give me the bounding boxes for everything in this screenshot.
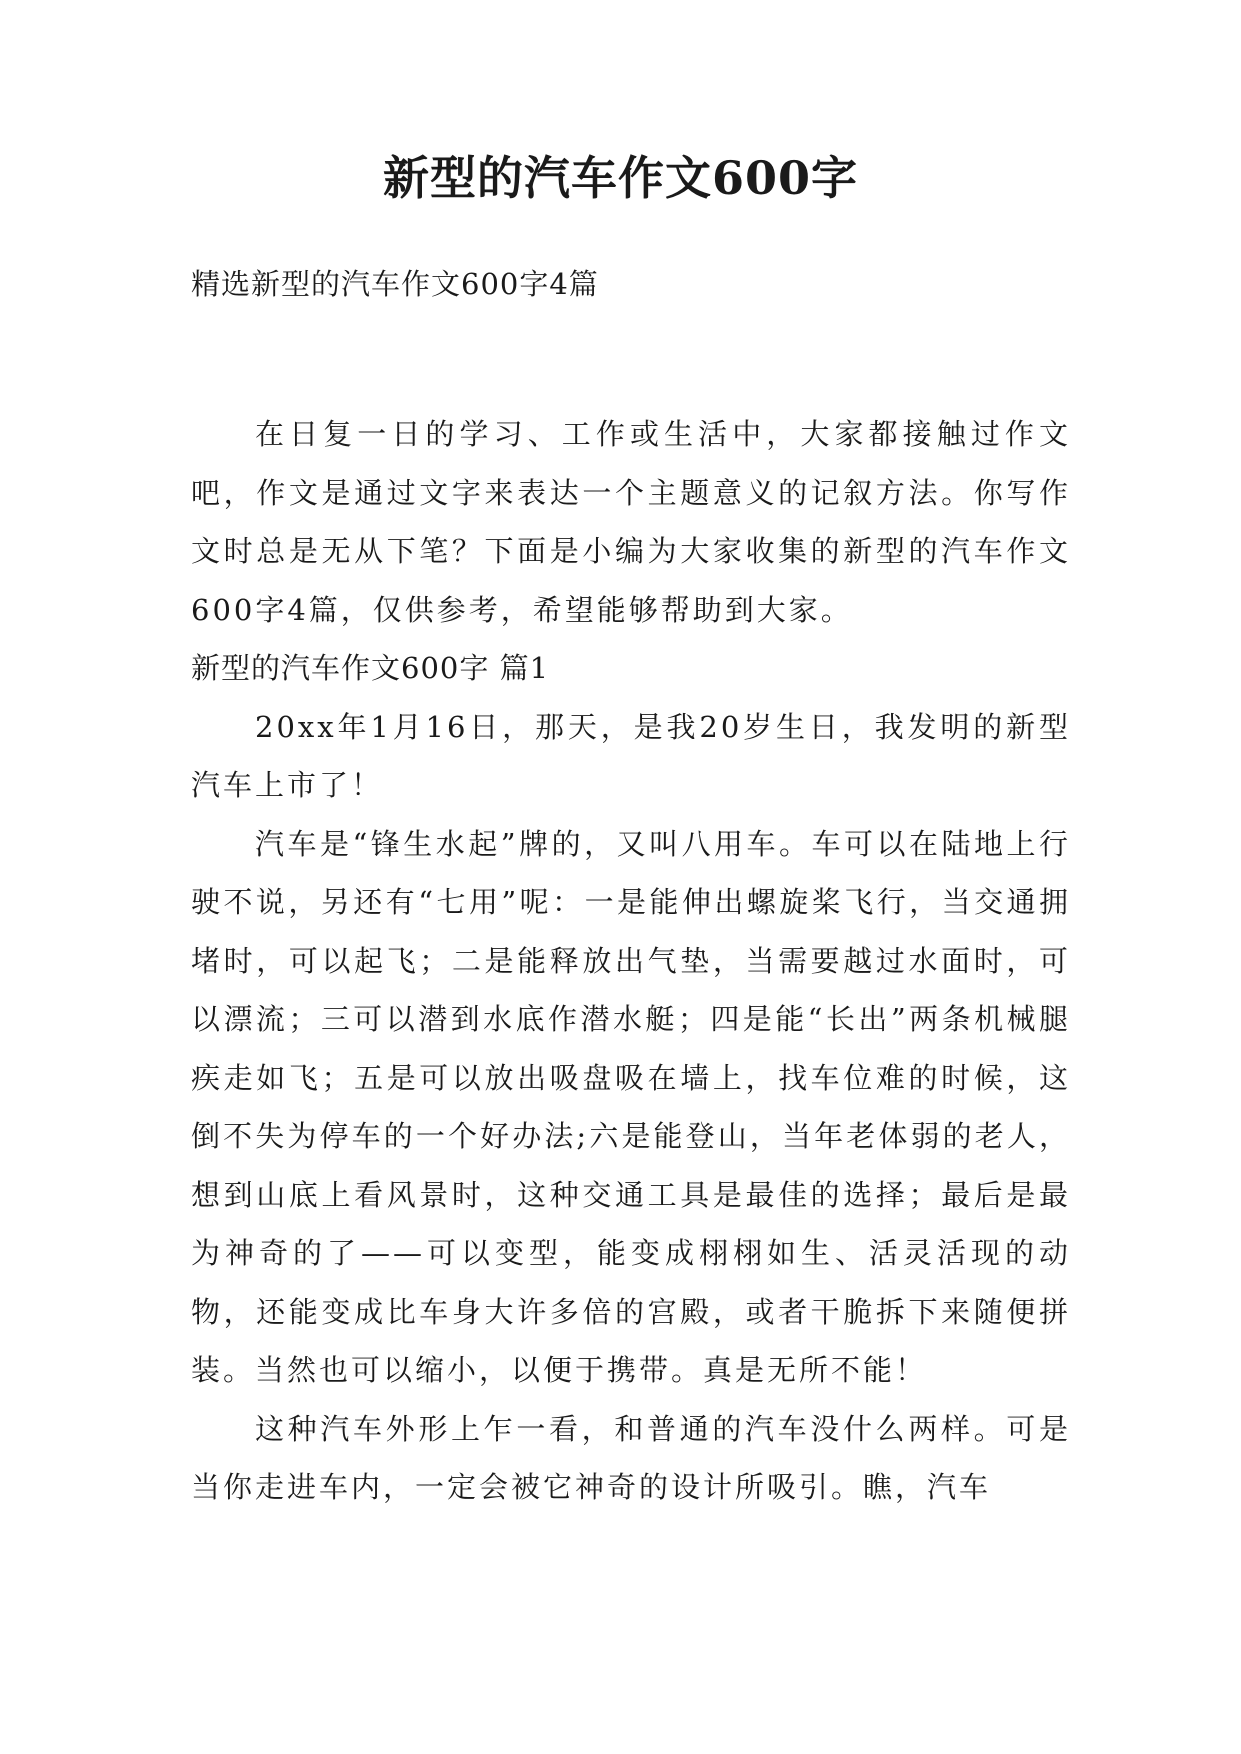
section-heading: 新型的汽车作文600字 篇1 — [191, 651, 550, 685]
body-paragraph: 这种汽车外形上乍一看，和普通的汽车没什么两样。可是当你走进车内，一定会被它神奇的设计所吸引。瞧，汽车 — [191, 1411, 1071, 1504]
intro-paragraph: 在日复一日的学习、工作或生活中，大家都接触过作文吧，作文是通过文字来表达一个主题意义的记叙方法。你写作文时总是无从下笔？下面是小编为大家收集的新型的汽车作文600字4篇，仅供参考，希望能够帮助到大家。 — [191, 417, 1071, 627]
body-paragraph: 汽车是“锋生水起”牌的，又叫八用车。车可以在陆地上行驶不说，另还有“七用”呢：一是能伸出螺旋桨飞行，当交通拥堵时，可以起飞；二是能释放出气垫，当需要越过水面时，可以漂流；三可以潜到水底作潜水艇；四是能“长出”两条机械腿疾走如飞；五是可以放出吸盘吸在墙上，找车位难的时候，这倒不失为停车的一个好办法;六是能登山，当年老体弱的老人，想到山底上看风景时，这种交通工具是最佳的选择；最后是最为神奇的了——可以变型，能变成栩栩如生、活灵活现的动物，还能变成比车身大许多倍的宫殿，或者干脆拆下来随便拼装。当然也可以缩小，以便于携带。真是无所不能！ — [191, 826, 1071, 1387]
document-subtitle: 精选新型的汽车作文600字4篇 — [191, 267, 599, 301]
document-title: 新型的汽车作文600字 — [382, 151, 859, 205]
body-paragraph: 20xx年1月16日，那天，是我20岁生日，我发明的新型汽车上市了！ — [191, 709, 1071, 802]
document-body — [191, 405, 1071, 1517]
